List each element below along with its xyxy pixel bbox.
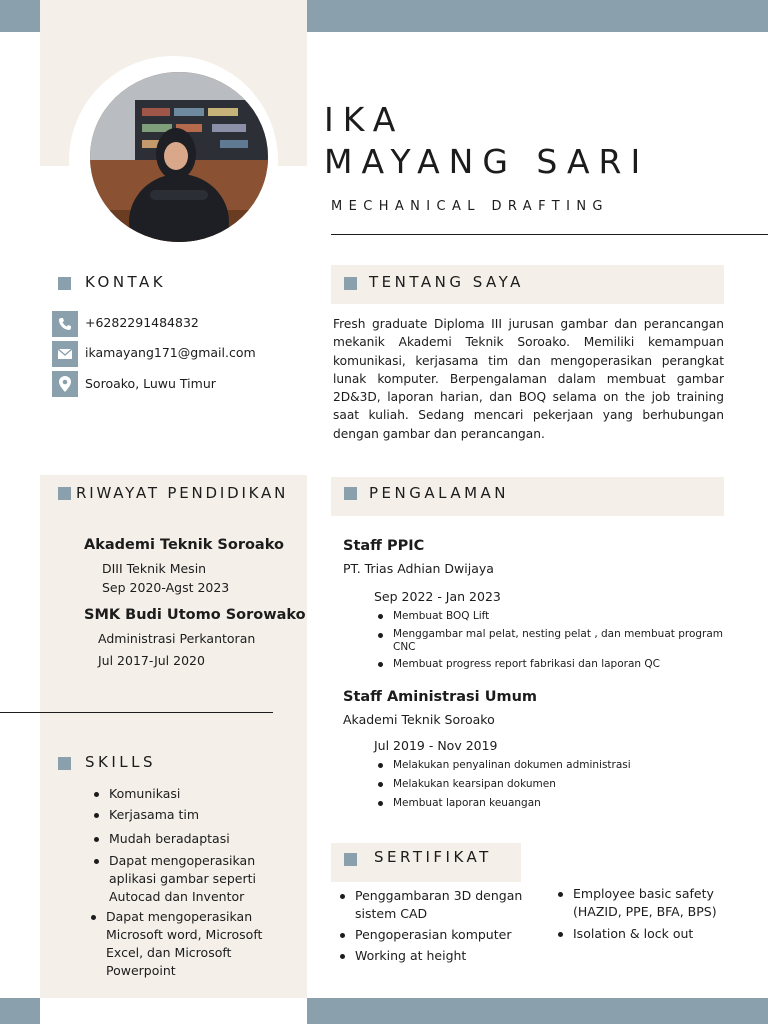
kontak-marker [58,277,71,290]
skill-item: Mudah beradaptasi [90,830,280,848]
experience-heading: PENGALAMAN [369,484,510,502]
education-period-2: Jul 2017-Jul 2020 [98,653,205,668]
certificate-item: Penggambaran 3D dengan sistem CAD [336,887,536,923]
certificates-marker [344,853,357,866]
about-marker [344,277,357,290]
name-last: MAYANG SARI [324,142,650,181]
about-heading: TENTANG SAYA [369,273,524,291]
job-task: Melakukan kearsipan dokumen [374,775,724,793]
certificates-list-right [554,885,744,943]
certificate-item: Working at height [336,947,536,965]
education-school-1: Akademi Teknik Soroako [84,537,284,553]
bottom-left-bar [0,998,40,1024]
job-period-2: Jul 2019 - Nov 2019 [374,738,498,753]
profile-photo [90,72,268,242]
skills-list-2 [87,908,277,980]
education-period-1: Sep 2020-Agst 2023 [102,580,230,595]
education-program-2: Administrasi Perkantoran [98,631,256,646]
job-task: Menggambar mal pelat, nesting pelat , dan membuat program CNC [374,626,724,654]
education-program-1: DIII Teknik Mesin [102,561,207,576]
job-task: Membuat progress report fabrikasi dan laporan QC [374,655,724,673]
top-right-bar [307,0,768,32]
skills-marker [58,757,71,770]
certificate-item: Isolation & lock out [554,925,744,943]
job-role-1: Staff PPIC [343,538,425,554]
job-company-2: Akademi Teknik Soroako [343,712,495,727]
kontak-heading: KONTAK [85,273,167,291]
about-text: Fresh graduate Diploma III jurusan gambar dan perancangan mekanik Akademi Teknik Soroako. Memiliki kemampuan komunikasi, kerjasama tim dan mengoperasikan perangkat lunak komputer. Berpengalaman dalam membuat gambar 2D&3D, laporan harian, dan BOQ selama on the job training saat kuliah. Sedang mencari pekerjaan yang berhubungan dengan gambar dan perancangan. [333,317,724,441]
job-task: Membuat BOQ Lift [374,607,724,625]
skills-heading: SKILLS [85,753,157,771]
location-icon [52,371,78,397]
experience-marker [344,487,357,500]
skill-item: Dapat mengoperasikan Microsoft word, Microsoft Excel, dan Microsoft Powerpoint [87,908,277,980]
job-company-1: PT. Trias Adhian Dwijaya [343,561,494,576]
job-period-1: Sep 2022 - Jan 2023 [374,589,501,604]
bottom-right-bar [307,998,768,1024]
skill-item: Komunikasi [90,785,280,803]
job-tasks-2 [374,756,724,812]
job-tasks-1 [374,607,724,673]
job-role-2: Staff Aministrasi Umum [343,689,538,705]
education-marker [58,487,71,500]
header-rule [331,234,768,235]
job-title: MECHANICAL DRAFTING [331,199,609,214]
education-school-2: SMK Budi Utomo Sorowako [84,607,306,623]
certificates-heading: SERTIFIKAT [374,848,492,866]
skills-list [90,785,280,910]
mail-icon [52,341,78,367]
name-first: IKA [324,100,405,139]
certificates-list-left [336,887,536,965]
job-task: Melakukan penyalinan dokumen administrasi [374,756,724,774]
contact-email[interactable]: ikamayang171@gmail.com [85,345,256,360]
education-rule [0,712,273,713]
education-heading: RIWAYAT PENDIDIKAN [76,484,289,502]
phone-icon [52,311,78,337]
certificate-item: Employee basic safety (HAZID, PPE, BFA, BPS) [554,885,744,921]
job-task: Membuat laporan keuangan [374,794,724,812]
skill-item: Dapat mengoperasikan aplikasi gambar seperti Autocad dan Inventor [90,852,259,906]
top-left-bar [0,0,40,32]
contact-phone[interactable]: +6282291484832 [85,315,199,330]
skill-item: Kerjasama tim [90,806,280,824]
contact-location: Soroako, Luwu Timur [85,376,216,391]
certificate-item: Pengoperasian komputer [336,926,536,944]
